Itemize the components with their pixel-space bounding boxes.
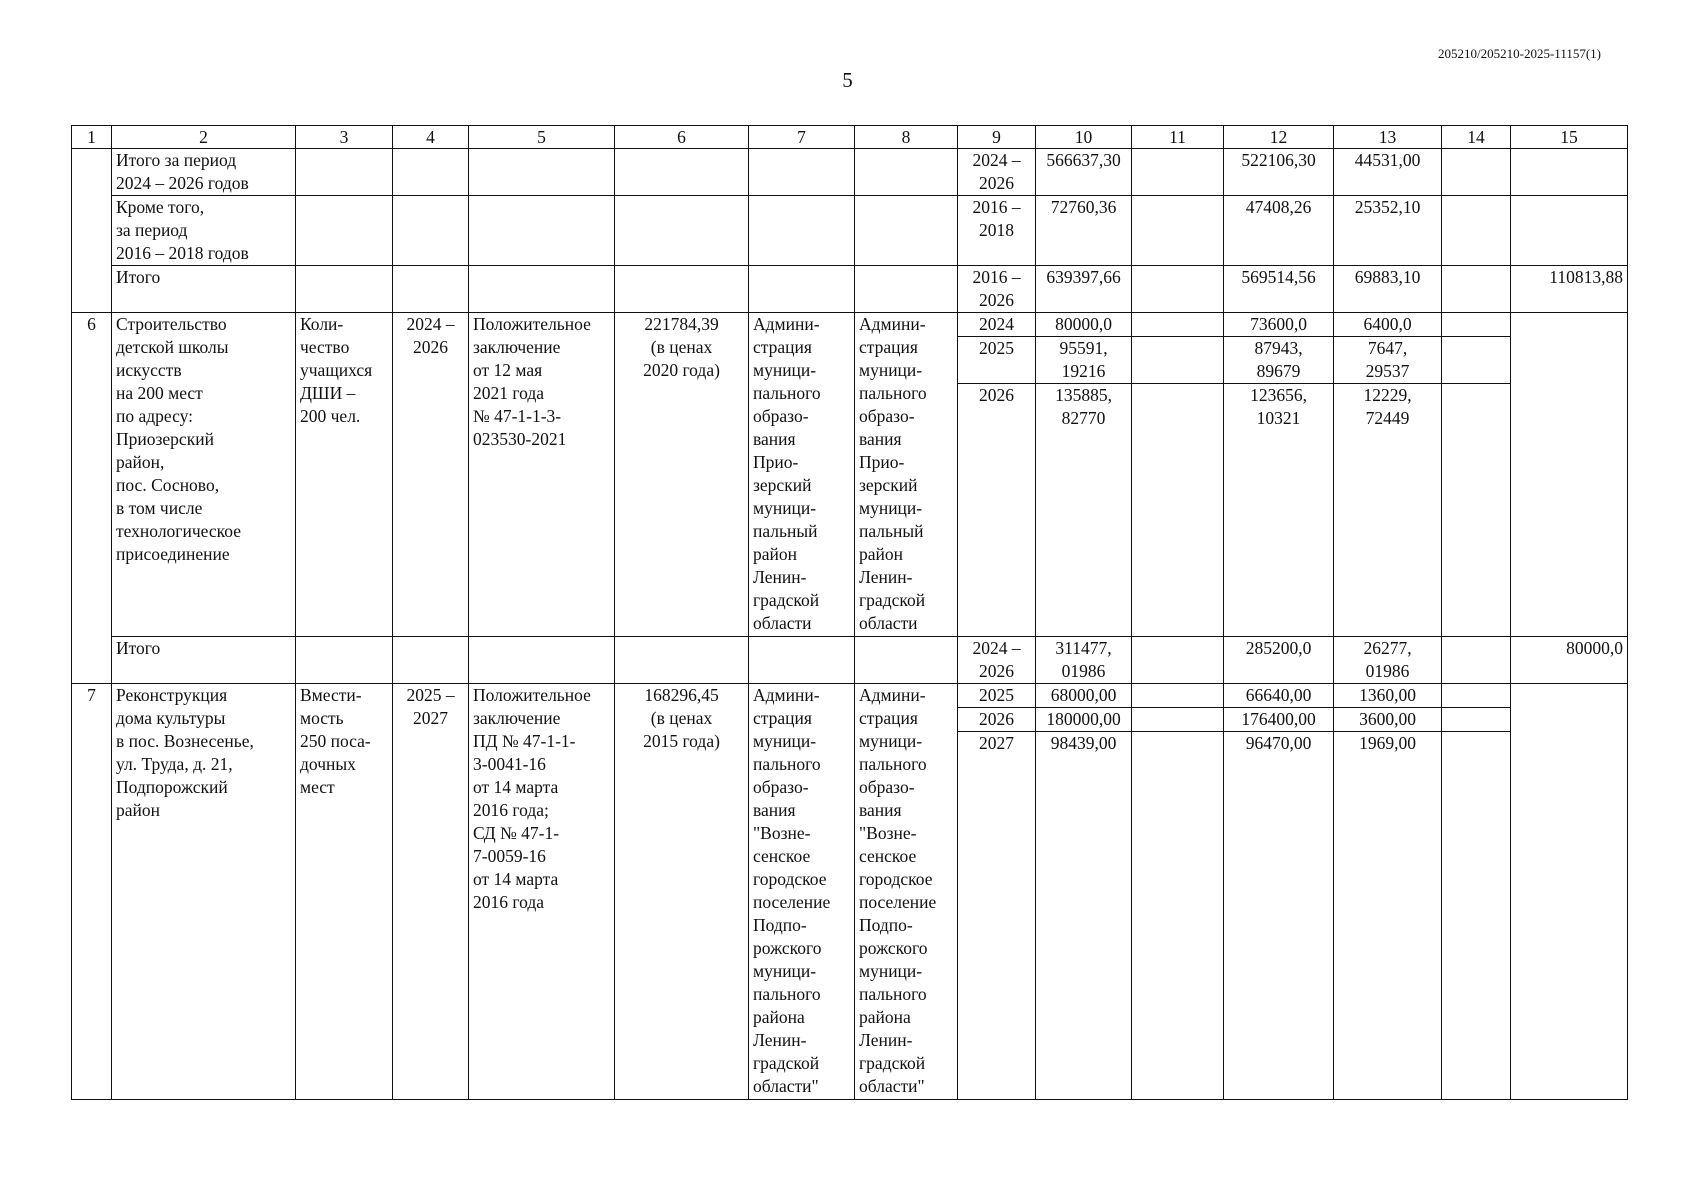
amount-regional: 569514,56 [1224,266,1334,313]
amount-regional: 285200,0 [1224,637,1334,684]
period-cell: 2016 – 2026 [958,266,1036,313]
amount-regional: 47408,26 [1224,196,1334,266]
row-label: Кроме того, за период 2016 – 2018 годов [112,196,296,266]
col-header: 5 [469,126,615,149]
empty-cell [72,149,112,313]
summary-row-total [72,266,1628,313]
year-cell: 2027 [958,732,1036,1100]
estimated-cost: 168296,45 (в ценах 2015 года) [615,684,749,1100]
col-header: 12 [1224,126,1334,149]
amount-local: 7647, 29537 [1334,337,1442,384]
item6-total-row [72,637,1628,684]
period-cell: 2024 – 2026 [958,149,1036,196]
row-label: Итого за период 2024 – 2026 годов [112,149,296,196]
amount-col15: 80000,0 [1511,637,1628,684]
amount-total: 135885, 82770 [1036,384,1132,637]
amount-local: 26277, 01986 [1334,637,1442,684]
builder: Админи- страция муници- пального образо- вания "Возне- сенское городское поселение Подпо- рожского муници- пального района Ленин- градской области" [855,684,958,1100]
amount-total: 95591, 19216 [1036,337,1132,384]
amount-total: 566637,30 [1036,149,1132,196]
column-number-row [72,126,1628,149]
col-header: 7 [749,126,855,149]
document-id: 205210/205210-2025-11157(1) [1438,46,1601,61]
amount-total: 72760,36 [1036,196,1132,266]
amount-total: 98439,00 [1036,732,1132,1100]
amount-total: 311477, 01986 [1036,637,1132,684]
row-label: Итого [112,266,296,313]
amount-total: 639397,66 [1036,266,1132,313]
col-header: 13 [1334,126,1442,149]
item-number: 7 [72,684,112,1100]
period-cell: 2016 – 2018 [958,196,1036,266]
amount-local: 44531,00 [1334,149,1442,196]
col-header: 6 [615,126,749,149]
col-header: 2 [112,126,296,149]
amount-regional: 96470,00 [1224,732,1334,1100]
estimated-cost: 221784,39 (в ценах 2020 года) [615,313,749,637]
amount-regional: 522106,30 [1224,149,1334,196]
capacity: Коли- чество учащихся ДШИ – 200 чел. [296,313,393,637]
col-header: 1 [72,126,112,149]
summary-row-2024 [72,149,1628,196]
builder: Админи- страция муници- пального образо- вания Прио- зерский муници- пальный район Ленин- градской области [855,313,958,637]
amount-local: 69883,10 [1334,266,1442,313]
amount-local: 1969,00 [1334,732,1442,1100]
item-number: 6 [72,313,112,684]
amount-local: 6400,0 [1334,313,1442,337]
year-cell: 2025 [958,684,1036,708]
amount-local: 25352,10 [1334,196,1442,266]
investment-table [71,125,1628,1100]
col-header: 11 [1132,126,1224,149]
capacity: Вмести- мость 250 поса- дочных мест [296,684,393,1100]
amount-regional: 87943, 89679 [1224,337,1334,384]
col-header: 10 [1036,126,1132,149]
summary-row-2016 [72,196,1628,266]
object-name: Реконструкция дома культуры в пос. Вознесенье, ул. Труда, д. 21, Подпорожский район [112,684,296,1100]
page-number: 5 [842,68,853,92]
col-header: 9 [958,126,1036,149]
year-cell: 2025 [958,337,1036,384]
item7-row-2025 [72,684,1628,708]
customer: Админи- страция муници- пального образо- вания "Возне- сенское городское поселение Подпо- рожского муници- пального района Ленин- градской области" [749,684,855,1100]
amount-local: 12229, 72449 [1334,384,1442,637]
amount-local: 1360,00 [1334,684,1442,708]
amount-regional: 73600,0 [1224,313,1334,337]
row-label: Итого [112,637,296,684]
col-header: 4 [393,126,469,149]
expert-conclusion: Положительное заключение от 12 мая 2021 года № 47-1-1-3- 023530-2021 [469,313,615,637]
amount-local: 3600,00 [1334,708,1442,732]
years: 2024 – 2026 [393,313,469,637]
col-header: 3 [296,126,393,149]
amount-total: 180000,00 [1036,708,1132,732]
amount-total: 80000,0 [1036,313,1132,337]
item6-row-2024 [72,313,1628,337]
amount-regional: 66640,00 [1224,684,1334,708]
year-cell: 2024 [958,313,1036,337]
amount-total: 68000,00 [1036,684,1132,708]
amount-regional: 123656, 10321 [1224,384,1334,637]
object-name: Строительство детской школы искусств на 200 мест по адресу: Приозерский район, пос. Сосново, в том числе технологическое присоединение [112,313,296,637]
years: 2025 – 2027 [393,684,469,1100]
year-cell: 2026 [958,384,1036,637]
expert-conclusion: Положительное заключение ПД № 47-1-1- 3-0041-16 от 14 марта 2016 года; СД № 47-1- 7-0059-16 от 14 марта 2016 года [469,684,615,1100]
col-header: 8 [855,126,958,149]
year-cell: 2026 [958,708,1036,732]
amount-regional: 176400,00 [1224,708,1334,732]
col-header: 14 [1442,126,1511,149]
customer: Админи- страция муници- пального образо- вания Прио- зерский муници- пальный район Ленин- градской области [749,313,855,637]
period-cell: 2024 – 2026 [958,637,1036,684]
amount-col15: 110813,88 [1511,266,1628,313]
col-header: 15 [1511,126,1628,149]
